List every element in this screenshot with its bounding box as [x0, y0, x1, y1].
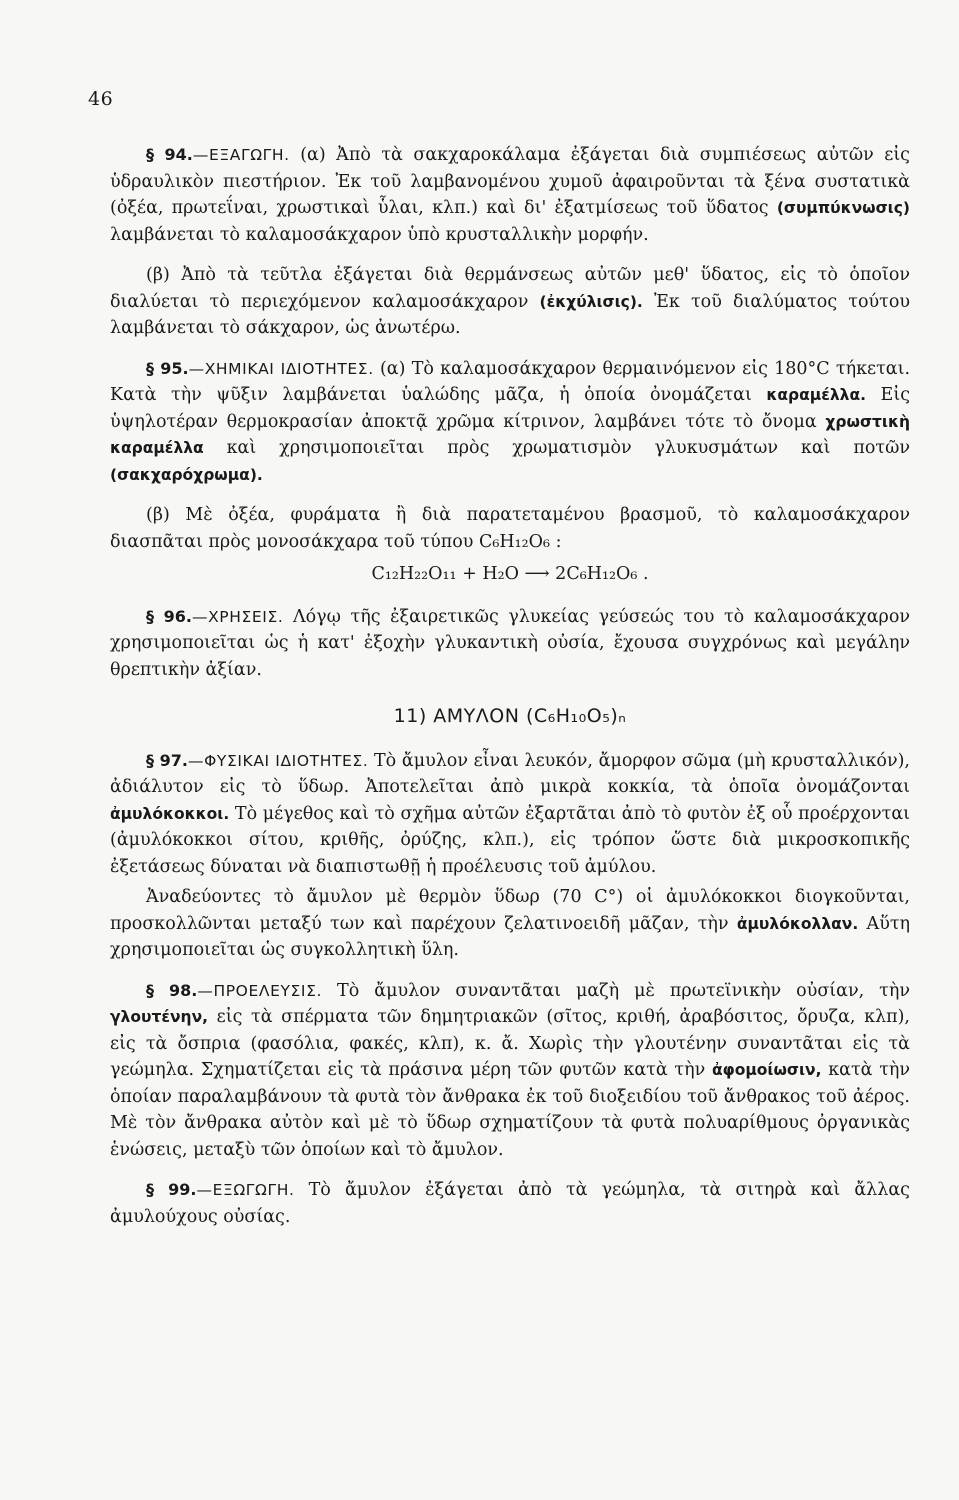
section-title: —ΦΥΣΙΚΑΙ ΙΔΙΟΤΗΤΕΣ. [188, 751, 369, 770]
term: (ἐκχύλισις). [539, 292, 643, 311]
section-number: § 94. [146, 145, 193, 164]
chapter-heading: 11) ΑΜΥΛΟΝ (C₆H₁₀O₅)ₙ [393, 705, 627, 727]
section-number: § 95. [146, 358, 189, 378]
paragraph-text: εἰς τὰ σπέρματα τῶν δημητριακῶν (σῖτος, κριθή, ἀραβόσιτος, ὄρυζα, κλπ), εἰς τὰ ὄσπρια (φασόλια, φακές, κλπ), κ. ἄ. Χωρὶς τὴν γλουτένην συναντᾶται εἰς τὰ γεώμηλα. Σχηματίζεται εἰς τὰ πράσινα μέρη τῶν φυτῶν κατὰ τὴν [110, 1007, 910, 1080]
term: (συμπύκνωσις) [776, 199, 910, 217]
term: χρωστικὴ καραμέλλα [110, 412, 910, 457]
paragraph-text: λαμβάνεται τὸ καλαμοσάκχαρον ὑπὸ κρυσταλλικὴν μορφήν. [110, 224, 649, 245]
term: καραμέλλα. [766, 386, 866, 404]
section-number: § 97. [146, 750, 189, 770]
paragraph-text: Λόγῳ τῆς ἐξαιρετικῶς γλυκείας γεύσεώς του τὸ καλαμοσάκχαρον χρησιμοποιεῖται ὡς ἡ κατ' ἐξοχὴν γλυκαντικὴ οὐσία, ἔχουσα συγχρόνως καὶ μεγάλην θρεπτικὴν ἀξίαν. [110, 606, 910, 680]
section-title: —ΕΞΩΓΩΓΗ. [196, 1181, 295, 1199]
term: γλουτένην, [110, 1008, 209, 1026]
section-98 [110, 978, 910, 1164]
term: ἀμυλόκοκκοι. [110, 804, 230, 823]
paragraph-text: (α) Ἀπὸ τὰ σακχαροκάλαμα ἐξάγεται διὰ συμπιέσεως αὐτῶν εἰς ὑδραυλικὸν πιεστήριον. Ἐκ τοῦ λαμβανομένου χυμοῦ ἀφαιροῦνται τὰ ξένα συστατικὰ (ὀξέα, πρωτεΐναι, χρωστικαὶ ὗλαι, κλπ.) καὶ δι' ἐξατμίσεως τοῦ ὕδατος [110, 145, 910, 218]
paragraph-text: Ἀναδεύοντες τὸ ἄμυλον μὲ θερμὸν ὕδωρ (70 C°) οἱ ἀμυλόκοκκοι διογκοῦνται, προσκολλῶνται μεταξύ των καὶ παρέχουν ζελατινοειδῆ μᾶζαν, τὴν [110, 887, 910, 934]
page-body [110, 142, 910, 1244]
paragraph-text: (β) Ἀπὸ τὰ τεῦτλα ἐξάγεται διὰ θερμάνσεως αὐτῶν μεθ' ὕδατος, εἰς τὸ ὁποῖον διαλύεται τὸ περιεχόμενον καλαμοσάκχαρον [110, 265, 910, 312]
term: (σακχαρόχρωμα). [110, 465, 263, 484]
paragraph-text: κατὰ τὴν ὁποίαν παραλαμβάνουν τὰ φυτὰ τὸν ἄνθρακα ἐκ τοῦ διοξειδίου τοῦ ἄνθρακος τοῦ ἀέρος. Μὲ τὸν ἄνθρακα αὐτὸν καὶ μὲ τὸ ὕδωρ σχηματίζουν τὰ φυτὰ πολυαρίθμους ὀργανικὰς ἑνώσεις, μεταξὺ τῶν ὁποίων καὶ τὸ ἄμυλον. [110, 1060, 910, 1160]
section-96 [110, 604, 910, 684]
term: ἀμυλόκολλαν. [736, 914, 859, 933]
section-title: —ΧΗΜΙΚΑΙ ΙΔΙΟΤΗΤΕΣ. [188, 359, 374, 378]
section-97b [110, 884, 910, 964]
term: ἀφομοίωσιν, [711, 1061, 822, 1079]
section-94a [110, 142, 910, 248]
section-97a [110, 748, 910, 881]
paragraph-text: Τὸ ἄμυλον εἶναι λευκόν, ἄμορφον σῶμα (μὴ κρυσταλλικόν), ἀδιάλυτον εἰς τὸ ὕδωρ. Ἀποτελεῖται ἀπὸ μικρὰ κοκκία, τὰ ὁποῖα ὀνομάζονται [110, 750, 910, 797]
section-95a [110, 356, 910, 489]
section-95b: (β) Μὲ ὀξέα, φυράματα ἢ διὰ παρατεταμένου βρασμοῦ, τὸ καλαμοσάκχαρον διασπᾶται πρὸς μονοσάκχαρα τοῦ τύπου C₆H₁₂O₆ : [110, 505, 910, 552]
section-99 [110, 1177, 910, 1230]
paragraph-text: Ἐκ τοῦ διαλύματος τούτου λαμβάνεται τὸ σάκχαρον, ὡς ἀνωτέρω. [110, 291, 910, 338]
paragraph-text: καὶ χρησιμοποιεῖται πρὸς χρωματισμὸν γλυκυσμάτων καὶ ποτῶν [203, 438, 910, 458]
section-number: § 99. [146, 1180, 197, 1199]
paragraph-text: Τὸ μέγεθος καὶ τὸ σχῆμα αὐτῶν ἐξαρτᾶται ἀπὸ τὸ φυτὸν ἐξ οὗ προέρχονται (ἀμυλόκοκκοι σίτου, κριθῆς, ὀρύζης, κλπ.), εἰς τρόπον ὥστε διὰ μικροσκοπικῆς ἐξετάσεως δύναται νὰ διαπιστωθῇ ἡ προέλευσις τοῦ ἀμύλου. [110, 803, 910, 877]
paragraph-text: Τὸ ἄμυλον ἐξάγεται ἀπὸ τὰ γεώμηλα, τὰ σιτηρὰ καὶ ἄλλας ἀμυλούχους οὐσίας. [110, 1180, 910, 1227]
paragraph-text: Αὕτη χρησιμοποιεῖται ὡς συγκολλητικὴ ὕλη. [110, 913, 910, 960]
section-title: —ΧΡΗΣΕΙΣ. [191, 607, 284, 626]
section-number: § 96. [146, 606, 192, 626]
section-title: —ΠΡΟΕΛΕΥΣΙΣ. [197, 981, 323, 1000]
section-94b [110, 262, 910, 342]
page-number: 46 [88, 88, 114, 110]
section-title: —ΕΞΑΓΩΓΗ. [192, 146, 290, 164]
chemical-equation: C₁₂H₂₂O₁₁ + H₂O ⟶ 2C₆H₁₂O₆ . [371, 564, 649, 584]
paragraph-text: (α) Τὸ καλαμοσάκχαρον θερμαινόμενον εἰς 180°C τήκεται. Κατὰ τὴν ψῦξιν λαμβάνεται ὑαλώδης μᾶζα, ἡ ὁποία ὀνομάζεται [110, 358, 911, 405]
section-number: § 98. [146, 980, 198, 1000]
paragraph-text: Τὸ ἄμυλον συναντᾶται μαζὴ μὲ πρωτεϊνικὴν οὐσίαν, τὴν [322, 980, 910, 1001]
paragraph-text: Εἰς ὑψηλοτέραν θερμοκρασίαν ἀποκτᾷ χρῶμα κίτρινον, λαμβάνει τότε τὸ ὄνομα [110, 385, 910, 432]
